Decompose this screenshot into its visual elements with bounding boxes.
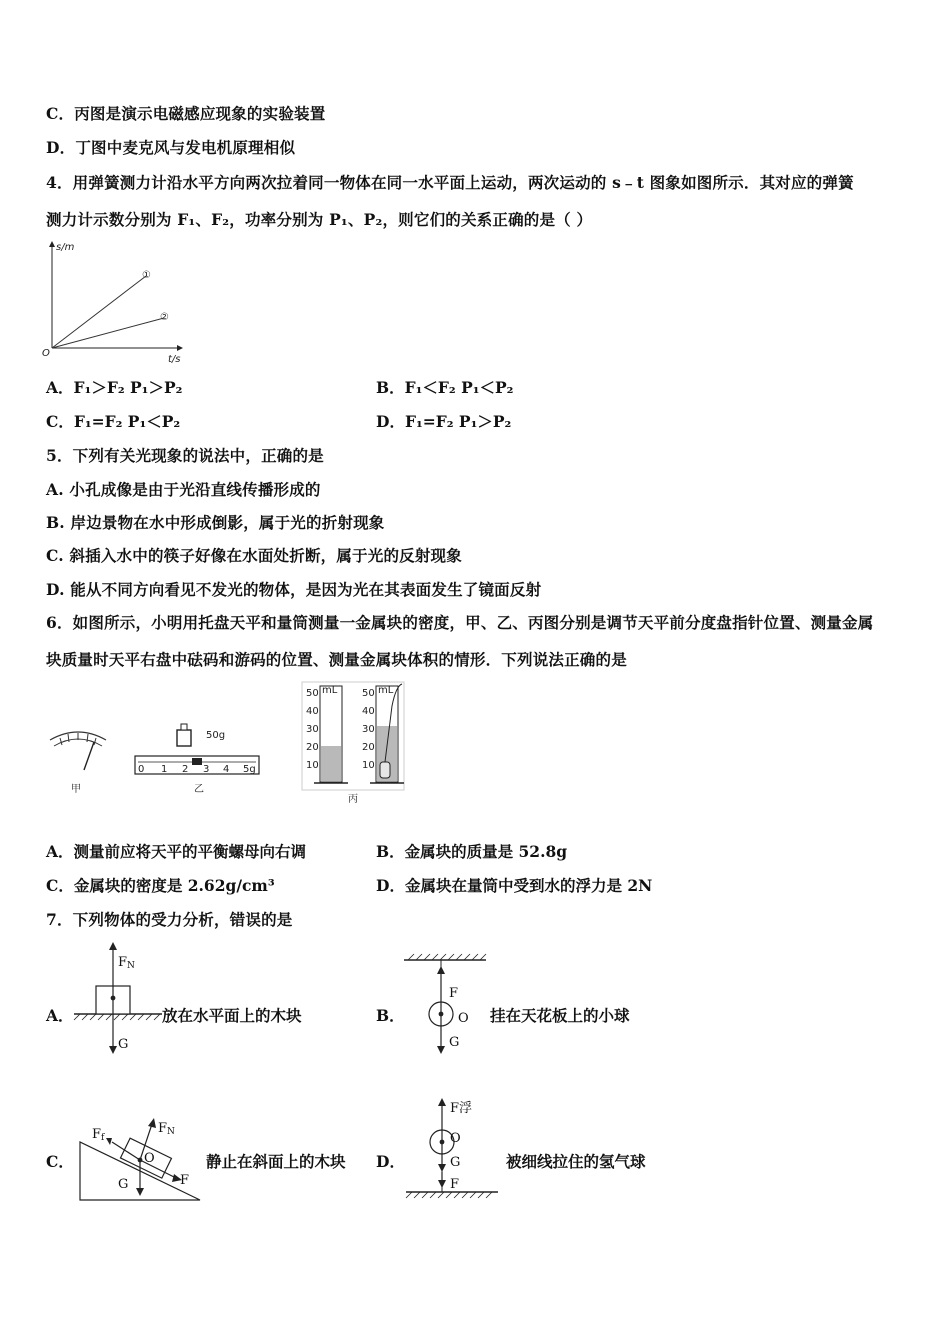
ruler-tick-0: 0: [138, 764, 145, 775]
q7-option-b-letter: B．: [376, 1006, 405, 1025]
d-g-label: G: [450, 1155, 461, 1170]
weight-50g: [177, 730, 191, 746]
svg-text:FN: [118, 955, 135, 971]
q7-option-a-desc: 放在水平面上的木块: [162, 1006, 302, 1025]
q5-option-d: D. 能从不同方向看见不发光的物体，是因为光在其表面发生了镜面反射: [46, 580, 542, 599]
cyl1-unit: mL: [322, 685, 338, 696]
origin-label: O: [42, 348, 50, 359]
d-ffu-label: F浮: [450, 1101, 473, 1116]
label-yi: 乙: [194, 784, 204, 795]
q4-stem-line1: 4．用弹簧测力计沿水平方向两次拉着同一物体在同一水平面上运动，两次运动的 s﹣t 图象如图所示．其对应的弹簧: [46, 173, 854, 192]
measuring-cylinders: [302, 682, 404, 805]
cyl2-tick-50: 50: [362, 688, 375, 699]
balance-ruler: [135, 724, 259, 795]
x-axis-label: t/s: [168, 354, 181, 365]
ruler-tick-2: 2: [182, 764, 189, 775]
cyl1-tick-40: 40: [306, 706, 319, 717]
q4-option-a: A．F₁＞F₂ P₁＞P₂: [46, 378, 183, 397]
cyl1-tick-20: 20: [306, 742, 319, 753]
c-fn-sub: N: [167, 1127, 175, 1137]
metal-block: [380, 762, 390, 778]
q5-option-a: A. 小孔成像是由于光沿直线传播形成的: [46, 480, 321, 499]
q7-option-a-letter: A．: [46, 1006, 74, 1025]
q7-option-c-letter: C．: [46, 1152, 74, 1171]
q5-stem: 5．下列有关光现象的说法中，正确的是: [46, 446, 324, 465]
line-1: [52, 276, 146, 348]
line-2-label: ②: [160, 312, 169, 323]
b-f-label: F: [449, 986, 459, 1001]
c-fn-label: F: [158, 1121, 168, 1136]
dial-pointer: [84, 742, 94, 770]
q6-stem-line1: 6．如图所示，小明用托盘天平和量筒测量一金属块的密度，甲、乙、丙图分别是调节天平前分度盘指针位置、测量金属: [46, 613, 874, 632]
weight-label: 50g: [206, 730, 226, 741]
q7-option-d-letter: D．: [376, 1152, 405, 1171]
water-level-1: [321, 746, 341, 781]
cyl2-tick-30: 30: [362, 724, 375, 735]
line-1-label: ①: [142, 270, 151, 281]
rider: [192, 758, 202, 765]
q7-c-diagram: [76, 1112, 206, 1206]
label-bing: 丙: [348, 794, 358, 805]
q6-figure: [40, 676, 420, 810]
q7-option-c-desc: 静止在斜面上的木块: [206, 1152, 346, 1171]
c-ff-label: F: [92, 1127, 102, 1142]
q5-option-c: C. 斜插入水中的筷子好像在水面处折断，属于光的反射现象: [46, 546, 462, 565]
q6-option-a: A．测量前应将天平的平衡螺母向右调: [46, 842, 307, 861]
q3-option-c: C．丙图是演示电磁感应现象的实验装置: [46, 104, 326, 123]
q7-b-diagram: [400, 950, 490, 1060]
ruler-tick-1: 1: [161, 764, 168, 775]
cyl2-unit: mL: [378, 685, 394, 696]
c-ff-sub: f: [101, 1133, 105, 1143]
cyl2-tick-10: 10: [362, 760, 375, 771]
cyl2-tick-40: 40: [362, 706, 375, 717]
q6-option-d: D．金属块在量筒中受到水的浮力是 2N: [376, 876, 653, 895]
b-o-label: O: [458, 1011, 469, 1026]
c-g-label: G: [118, 1177, 129, 1192]
q6-option-b: B．金属块的质量是 52.8g: [376, 842, 568, 861]
label-jia: 甲: [71, 784, 81, 795]
scale-dial: [50, 732, 106, 795]
y-axis-label: s/m: [56, 242, 75, 253]
q7-option-b-desc: 挂在天花板上的小球: [490, 1006, 630, 1025]
q7-option-d-desc: 被细线拉住的氢气球: [506, 1152, 646, 1171]
q5-option-b: B. 岸边景物在水中形成倒影，属于光的折射现象: [46, 513, 385, 532]
cyl1-tick-10: 10: [306, 760, 319, 771]
q3-option-d: D．丁图中麦克风与发电机原理相似: [46, 138, 296, 157]
q4-stem-line2: 测力计示数分别为 F₁、F₂，功率分别为 P₁、P₂，则它们的关系正确的是（ ）: [46, 210, 593, 229]
q7-stem: 7．下列物体的受力分析，错误的是: [46, 910, 293, 929]
a-fn-sub: N: [127, 961, 135, 971]
line-2: [52, 318, 164, 348]
q4-option-b: B．F₁＜F₂ P₁＜P₂: [376, 378, 514, 397]
q4-option-d: D．F₁=F₂ P₁＞P₂: [376, 412, 512, 431]
q6-stem-line2: 块质量时天平右盘中砝码和游码的位置、测量金属块体积的情形．下列说法正确的是: [46, 650, 627, 669]
q4-st-graph: [40, 238, 190, 366]
b-g-label: G: [449, 1035, 460, 1050]
c-f-label: F: [180, 1173, 190, 1188]
a-g-label: G: [118, 1037, 129, 1052]
svg-text:FN: [158, 1121, 175, 1137]
q4-option-c: C．F₁=F₂ P₁＜P₂: [46, 412, 181, 431]
a-fn-label: F: [118, 955, 128, 970]
cyl1-tick-50: 50: [306, 688, 319, 699]
q7-d-diagram: [402, 1092, 502, 1204]
d-f-label: F: [450, 1177, 460, 1192]
c-o-label: O: [144, 1151, 155, 1166]
cyl2-tick-20: 20: [362, 742, 375, 753]
ruler-tick-5: 5g: [243, 764, 256, 775]
cyl1-tick-30: 30: [306, 724, 319, 735]
ruler-tick-3: 3: [203, 764, 210, 775]
q7-a-diagram: [70, 940, 166, 1060]
d-o-label: O: [450, 1131, 461, 1146]
q6-option-c: C．金属块的密度是 2.62g/cm³: [46, 876, 275, 895]
svg-text:Ff: [92, 1127, 105, 1143]
ruler-tick-4: 4: [223, 764, 230, 775]
